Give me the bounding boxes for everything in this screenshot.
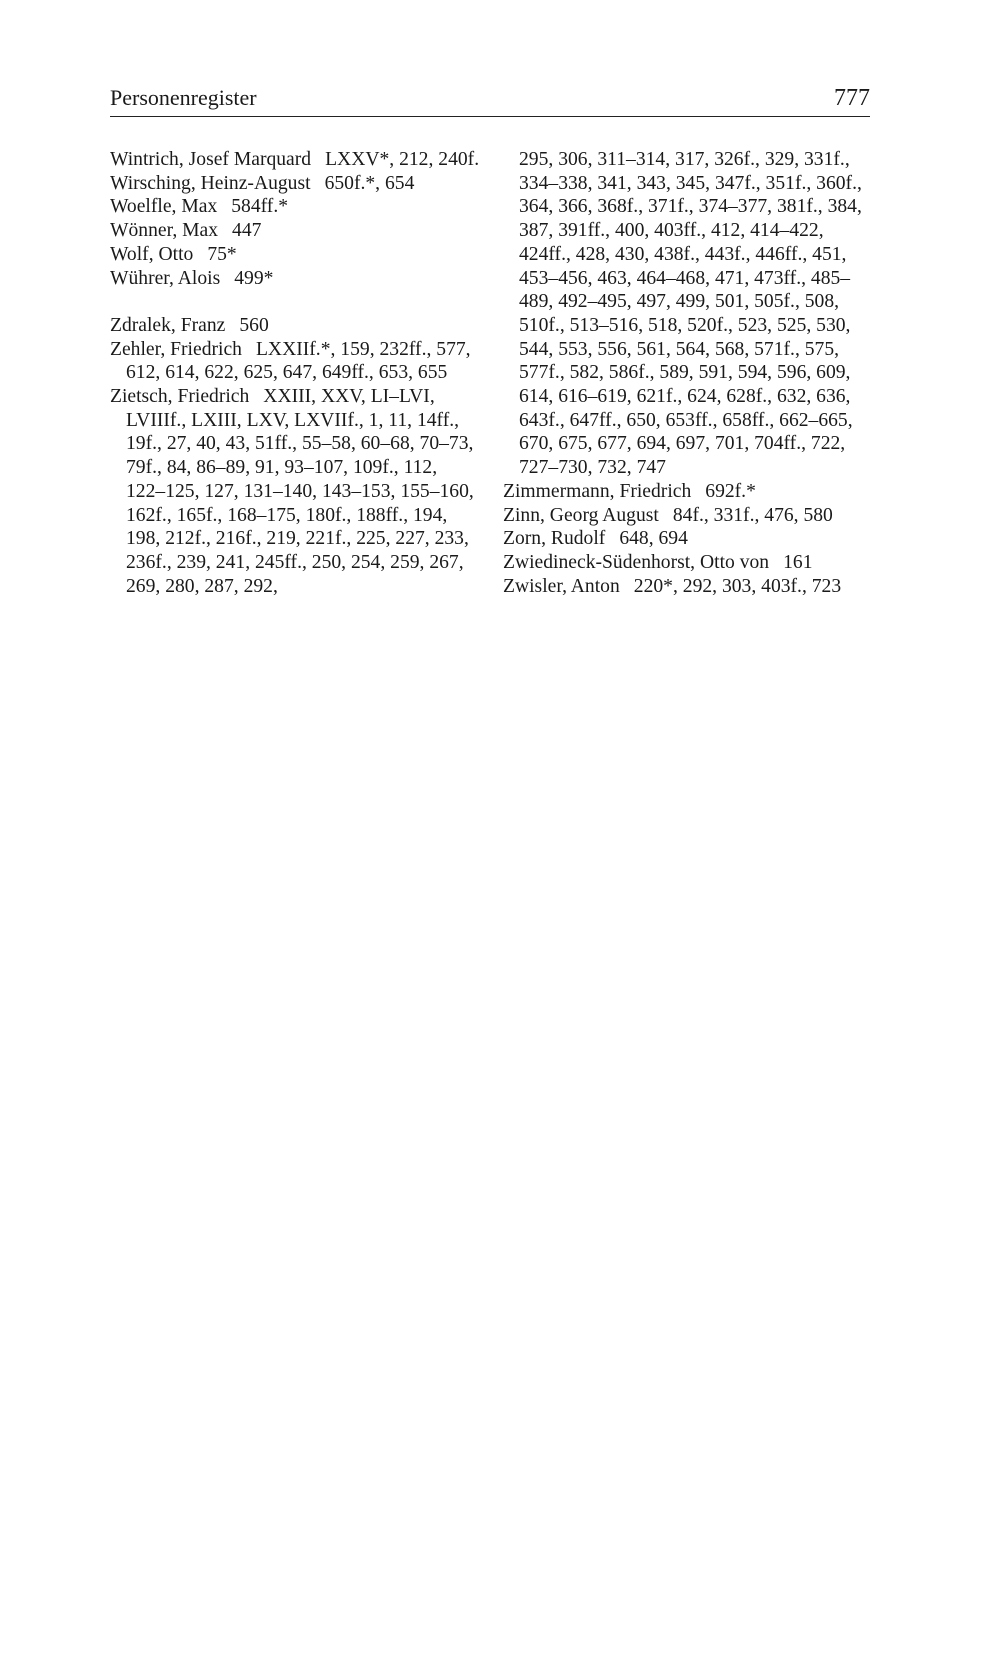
entry-pages: 692f.*	[705, 480, 756, 502]
index-entry	[503, 480, 873, 504]
page-number: 777	[834, 85, 870, 111]
entry-pages: LXXV*, 212, 240f.	[325, 149, 480, 170]
entry-name: Zietsch, Friedrich	[110, 386, 250, 408]
entry-pages: 560	[239, 314, 269, 336]
entry-name: Zwisler, Anton	[503, 575, 620, 597]
entry-name: Wührer, Alois	[110, 267, 221, 289]
entry-name: Zinn, Georg August	[503, 504, 659, 526]
right-column	[503, 148, 873, 598]
entry-pages: 650f.*, 654	[324, 172, 415, 194]
left-column	[110, 148, 480, 598]
index-entry	[503, 575, 873, 599]
entry-name: Zimmermann, Friedrich	[503, 480, 692, 502]
running-head-title: Personenregister	[110, 85, 257, 110]
index-entry	[110, 243, 480, 267]
entry-name: Wönner, Max	[110, 220, 219, 242]
index-entry	[110, 195, 480, 219]
index-entry	[110, 148, 480, 172]
entry-name: Wolf, Otto	[110, 243, 194, 265]
entry-name: Wintrich, Josef Marquard	[110, 149, 312, 170]
index-entry	[110, 314, 480, 338]
entry-pages: LXXIIf.*, 159, 232ff., 577, 612, 614, 622, 625, 647, 649ff., 653, 655	[126, 338, 471, 384]
index-entry	[110, 338, 480, 385]
entry-pages: 161	[783, 551, 813, 573]
entry-pages: 648, 694	[619, 528, 688, 550]
entry-name: Wirsching, Heinz-August	[110, 172, 311, 194]
entry-name: Woelfle, Max	[110, 196, 218, 218]
index-entry	[110, 219, 480, 243]
entry-pages: 220*, 292, 303, 403f., 723	[633, 575, 842, 597]
entry-name: Zwiedineck-Südenhorst, Otto von	[503, 551, 770, 573]
entry-continuation: 295, 306, 311–314, 317, 326f., 329, 331f., 334–338, 341, 343, 345, 347f., 351f., 360f., 364, 366, 368f., 371f., 374–377, 381f., 384, 387, 391ff., 400, 403ff., 412, 414–422, 424ff., 428, 430, 438f., 443f., 446ff., 451, 453–456, 463, 464–468, 471, 473ff., 485–489, 492–495, 497, 499, 501, 505f., 508, 510f., 513–516, 518, 520f., 523, 525, 530, 544, 553, 556, 561, 564, 568, 571f., 575, 577f., 582, 586f., 589, 591, 594, 596, 609, 614, 616–619, 621f., 624, 628f., 632, 636, 643f., 647ff., 650, 653ff., 658ff., 662–665, 670, 675, 677, 694, 697, 701, 704ff., 722, 727–730, 732, 747	[519, 149, 862, 479]
index-entry	[503, 551, 873, 575]
index-entry	[503, 504, 873, 528]
running-head	[110, 84, 870, 117]
entry-pages: 499*	[234, 267, 274, 289]
index-entry	[503, 527, 873, 551]
entry-pages: 584ff.*	[231, 196, 289, 218]
letter-group-separator	[110, 290, 480, 314]
entry-pages: XXIII, XXV, LI–LVI, LVIIIf., LXIII, LXV, LXVIIf., 1, 11, 14ff., 19f., 27, 40, 43, 51ff., 55–58, 60–68, 70–73, 79f., 84, 86–89, 91, 93–107, 109f., 112, 122–125, 127, 131–140, 143–153, 155–160, 162f., 165f., 168–175, 180f., 188ff., 194, 198, 212f., 216f., 219, 221f., 225, 227, 233, 236f., 239, 241, 245ff., 250, 254, 259, 267, 269, 280, 287, 292,	[126, 386, 474, 597]
entry-pages: 447	[232, 220, 262, 242]
entry-name: Zdralek, Franz	[110, 314, 226, 336]
index-entry	[110, 385, 480, 598]
entry-pages: 84f., 331f., 476, 580	[672, 504, 833, 526]
index-entry	[110, 172, 480, 196]
index-entry	[110, 267, 480, 291]
entry-pages: 75*	[207, 243, 237, 265]
entry-name: Zorn, Rudolf	[503, 528, 606, 550]
entry-name: Zehler, Friedrich	[110, 338, 242, 360]
